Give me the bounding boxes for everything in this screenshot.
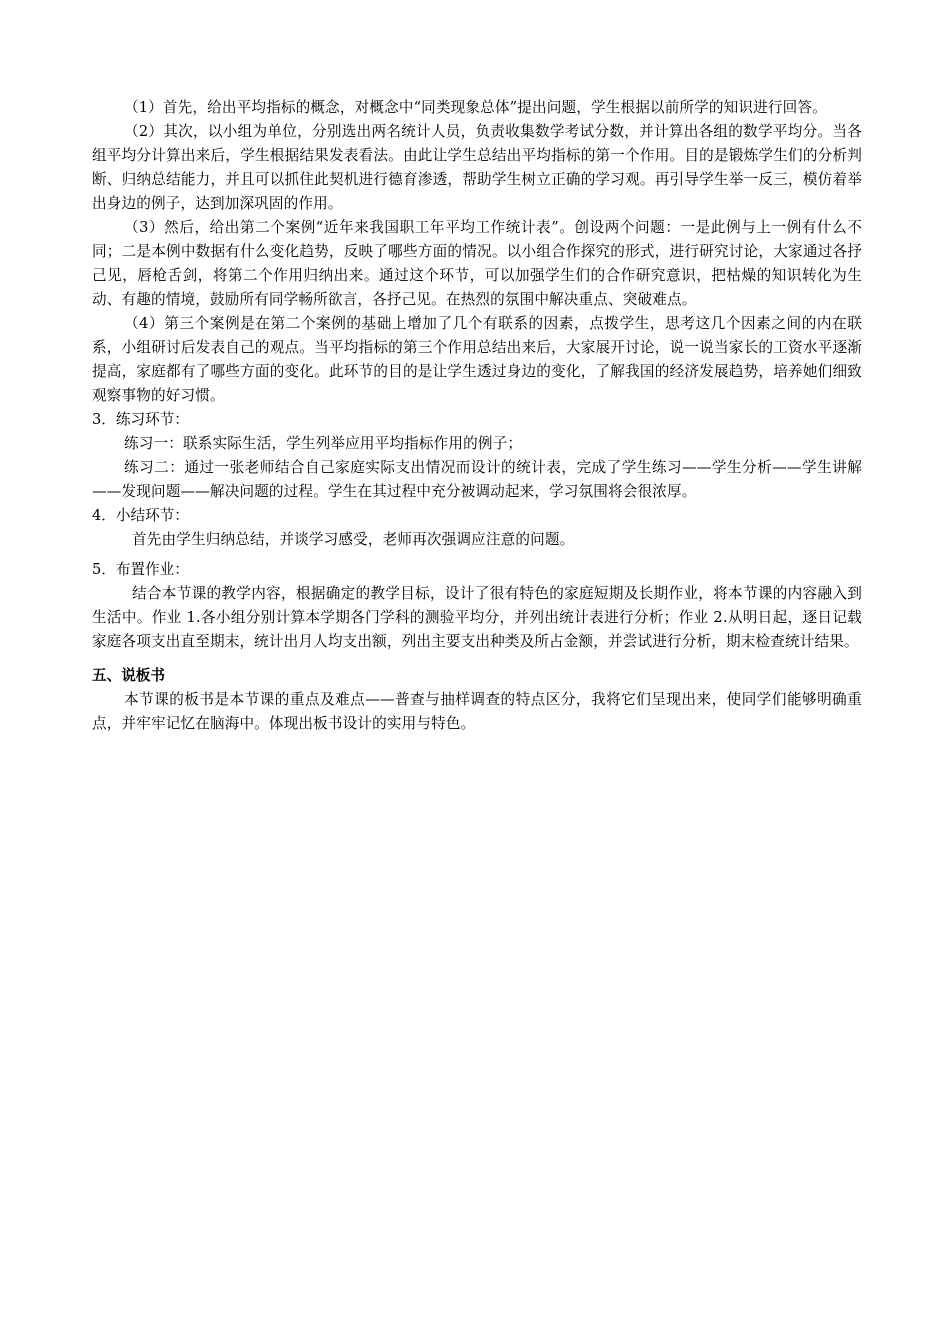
paragraph-exercise-1: 练习一：联系实际生活，学生列举应用平均指标作用的例子； [124,435,523,452]
paragraph-homework: 结合本节课的教学内容，根据确定的教学目标，设计了很有特色的家庭短期及长期作业，将本节课的内容融入到生活中。作业 1.各小组分别计算本学期各门学科的测验平均分，并列出统计表进行分析；作业 2.从明日起，逐日记载家庭各项支出直至期末，统计出月人均支出额，列出主要支出种类及所占金额，并尝试进行分析，期末检查统计结果。 [92,585,862,650]
paragraph-step-3: （3）然后，给出第二个案例“近年来我国职工年平均工作统计表”。创设两个问题：一是此例与上一例有什么不同；二是本例中数据有什么变化趋势，反映了哪些方面的情况。以小组合作探究的形式，进行研究讨论，大家通过各抒己见，唇枪舌剑，将第二个作用归纳出来。通过这个环节，可以加强学生们的合作研究意识，把枯燥的知识转化为生动、有趣的情境，鼓励所有同学畅所欲言，各抒己见。在热烈的氛围中解决重点、突破难点。 [92,219,862,308]
paragraph-step-1: （1）首先，给出平均指标的概念，对概念中“同类现象总体”提出问题，学生根据以前所学的知识进行回答。 [124,99,827,116]
paragraph-step-2: （2）其次，以小组为单位，分别选出两名统计人员，负责收集数学考试分数，并计算出各组的数学平均分。当各组平均分计算出来后，学生根据结果发表看法。由此让学生总结出平均指标的第一个作用。目的是锻炼学生们的分析判断、归纳总结能力，并且可以抓住此契机进行德育渗透，帮助学生树立正确的学习观。再引导学生举一反三，模仿着举出身边的例子，达到加深巩固的作用。 [92,123,862,212]
paragraph-board: 本节课的板书是本节课的重点及难点——普查与抽样调查的特点区分，我将它们呈现出来，使同学们能够明确重点，并牢牢记忆在脑海中。体现出板书设计的实用与特色。 [92,691,862,732]
section-title-board: 五、说板书 [92,667,165,684]
heading-homework: 5．布置作业： [92,561,189,578]
heading-practice: 3．练习环节： [92,411,189,428]
paragraph-step-4: （4）第三个案例是在第二个案例的基础上增加了几个有联系的因素，点拨学生，思考这几个因素之间的内在联系，小组研讨后发表自己的观点。当平均指标的第三个作用总结出来后，大家展开讨论，说一说当家长的工资水平逐渐提高，家庭都有了哪些方面的变化。此环节的目的是让学生透过身边的变化，了解我国的经济发展趋势，培养她们细致观察事物的好习惯。 [92,315,862,404]
document-body [92,96,862,736]
paragraph-summary: 首先由学生归纳总结，并谈学习感受，老师再次强调应注意的问题。 [132,531,575,548]
paragraph-exercise-2: 练习二：通过一张老师结合自己家庭实际支出情况而设计的统计表，完成了学生练习——学生分析——学生讲解——发现问题——解决问题的过程。学生在其过程中充分被调动起来，学习氛围将会很浓厚。 [92,459,862,500]
heading-summary: 4．小结环节： [92,507,189,524]
